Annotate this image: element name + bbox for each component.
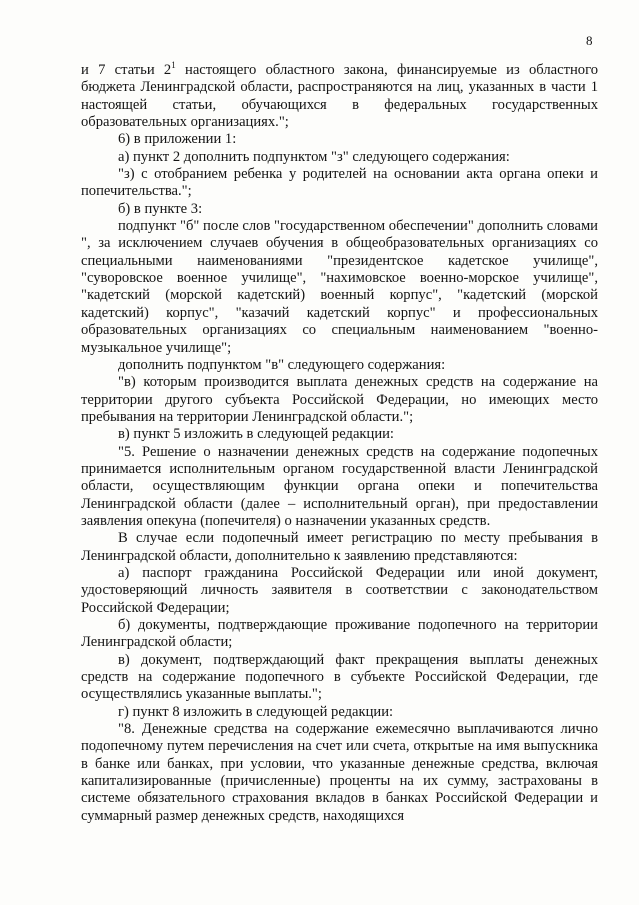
paragraph-9: в) пункт 5 изложить в следующей редакции: bbox=[118, 426, 394, 443]
paragraph-3: а) пункт 2 дополнить подпунктом "з" следующего содержания: bbox=[118, 148, 510, 165]
document-body bbox=[81, 62, 598, 825]
paragraph-1-post: настоящего областного закона, финансируемые из областного бюджета Ленинградской области, распространяются на лиц, указанных в части 1 настоящей статьи, обучающихся в федеральных государственных образовательных организациях."; bbox=[81, 62, 598, 131]
superscript-1: 1 bbox=[171, 60, 176, 70]
paragraph-1 bbox=[81, 62, 598, 131]
paragraph-10: "5. Решение о назначении денежных средств на содержание подопечных принимается исполнительным органом государственной власти Ленинградской области, осуществляющим функции органа опеки и попечительства Ленинградской области (далее – исполнительный орган), при предоставлении заявления опекуна (попечителя) о назначении указанных средств. bbox=[81, 443, 598, 529]
paragraph-7: дополнить подпунктом "в" следующего содержания: bbox=[118, 356, 446, 373]
paragraph-4: "з) с отобранием ребенка у родителей на основании акта органа опеки и попечительства."; bbox=[81, 166, 598, 200]
paragraph-14: в) документ, подтверждающий факт прекращения выплаты денежных средств на содержание подопечного в субъекте Российской Федерации, где осуществлялись указанные выплаты."; bbox=[81, 651, 598, 703]
paragraph-16: "8. Денежные средства на содержание ежемесячно выплачиваются лично подопечному путем перечисления на счет или счета, открытые на имя выпускника в банке или банках, при условии, что указанные денежные средства, включая капитализированные (причисленные) проценты на их сумму, застрахованы в системе обязательного страхования вкладов в банках Российской Федерации и суммарный размер денежных средств, находящихся bbox=[81, 721, 598, 824]
paragraph-12: а) паспорт гражданина Российской Федерации или иной документ, удостоверяющий личность заявителя в соответствии с законодательством Российской Федерации; bbox=[81, 564, 598, 616]
paragraph-2: 6) в приложении 1: bbox=[118, 131, 237, 148]
page-number: 8 bbox=[586, 33, 593, 48]
paragraph-5: б) в пункте 3: bbox=[118, 200, 203, 217]
paragraph-15: г) пункт 8 изложить в следующей редакции: bbox=[118, 703, 394, 720]
paragraph-13: б) документы, подтверждающие проживание подопечного на территории Ленинградской области; bbox=[81, 617, 598, 651]
paragraph-1-pre: и 7 статьи 2 bbox=[81, 62, 172, 78]
paragraph-8: "в) которым производится выплата денежных средств на содержание на территории другого субъекта Российской Федерации, но имеющих место пребывания на территории Ленинградской области."; bbox=[81, 374, 598, 425]
paragraph-11: В случае если подопечный имеет регистрацию по месту пребывания в Ленинградской области, дополнительно к заявлению представляются: bbox=[81, 530, 598, 564]
paragraph-6: подпункт "б" после слов "государственном обеспечении" дополнить словами ", за исключением случаев обучения в общеобразовательных организациях со специальными наименованиями "президентское кадетское училище", "суворовское военное училище", "нахимовское военно-морское училище", "кадетский (морской кадетский) военный корпус", "кадетский (морской кадетский) корпус", "казачий кадетский корпус" и профессиональных образовательных организациях со специальным наименованием "военно-музыкальное училище"; bbox=[81, 218, 598, 356]
